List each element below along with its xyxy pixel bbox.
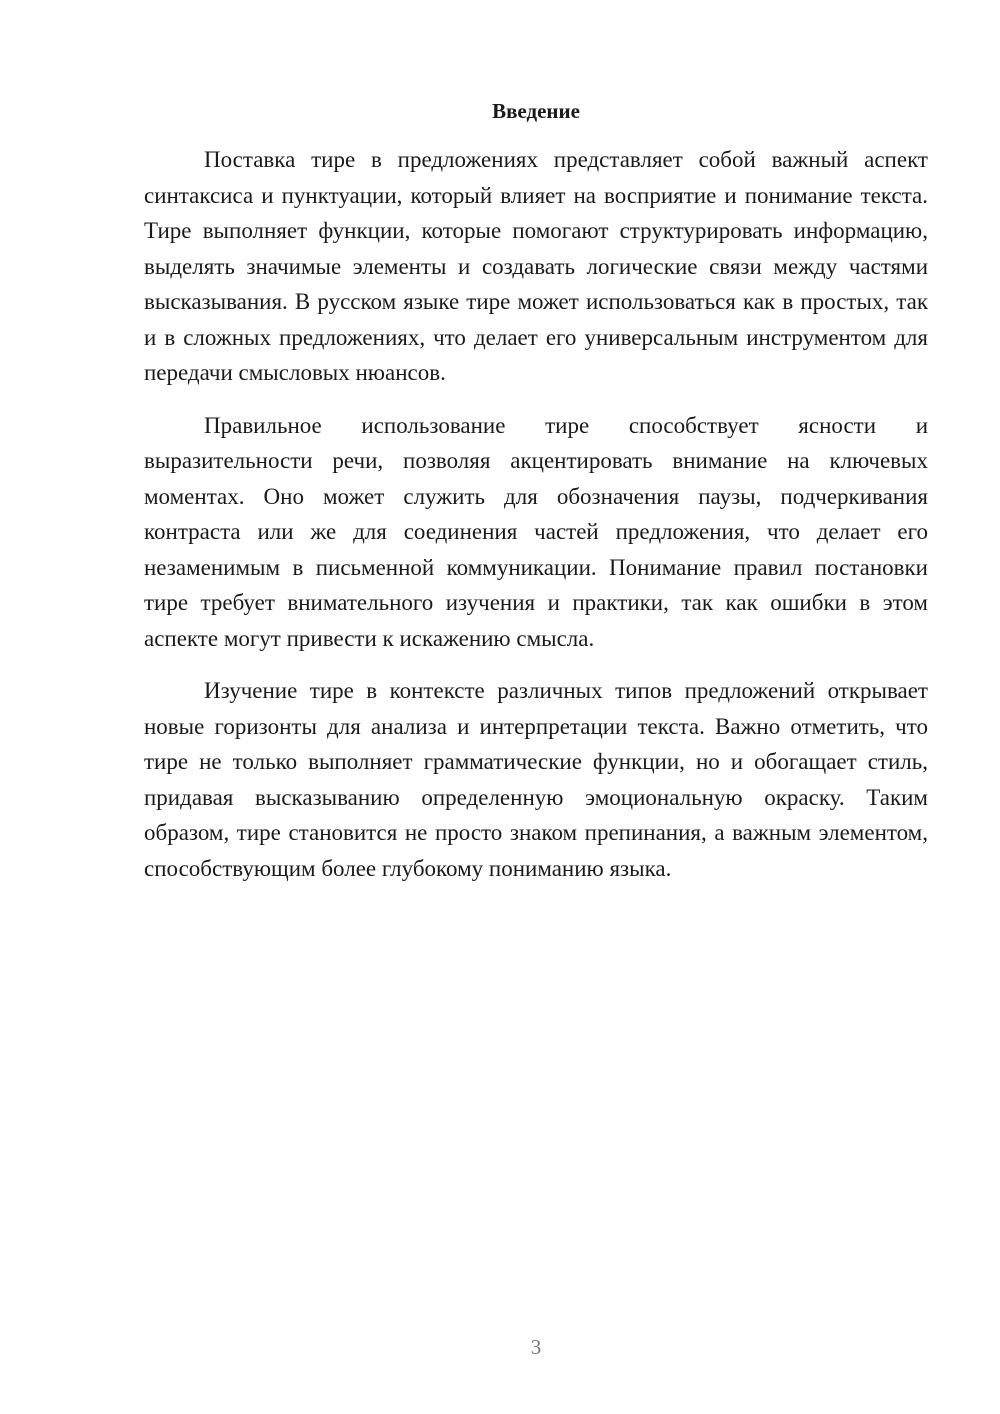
body-text [144, 142, 928, 903]
paragraph-2: Правильное использование тире способствует ясности и выразительности речи, позволяя акцентировать внимание на ключевых моментах. Оно может служить для обозначения паузы, подчеркивания контраста или же для соединения частей предложения, что делает его незаменимым в письменной коммуникации. Понимание правил постановки тире требует внимательного изучения и практики, так как ошибки в этом аспекте могут привести к искажению смысла. [144, 412, 928, 651]
paragraph-1: Поставка тире в предложениях представляет собой важный аспект синтаксиса и пунктуации, который влияет на восприятие и понимание текста. Тире выполняет функции, которые помогают структурировать информацию, выделять значимые элементы и создавать логические связи между частями высказывания. В русском языке тире может использоваться как в простых, так и в сложных предложениях, что делает его универсальным инструментом для передачи смысловых нюансов. [144, 147, 928, 385]
paragraph-3: Изучение тире в контексте различных типов предложений открывает новые горизонты для анализа и интерпретации текста. Важно отметить, что тире не только выполняет грамматические функции, но и обогащает стиль, придавая высказыванию определенную эмоциональную окраску. Таким образом, тире становится не просто знаком препинания, а важным элементом, способствующим более глубокому пониманию языка. [144, 678, 928, 881]
page-title: Введение [492, 99, 580, 123]
page-number: 3 [530, 1335, 542, 1359]
